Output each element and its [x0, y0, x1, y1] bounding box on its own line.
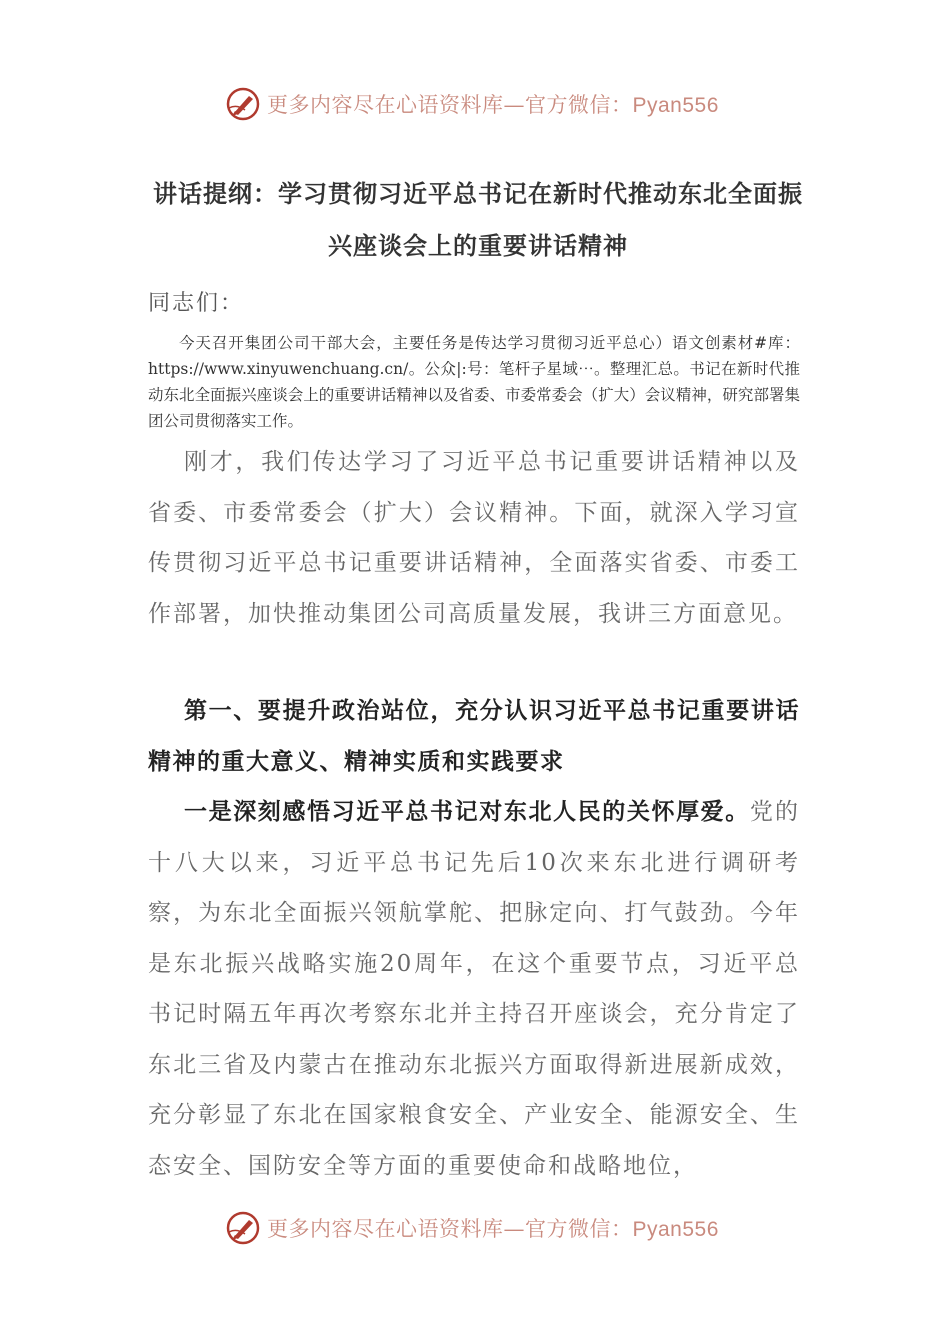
paragraph-2 — [148, 787, 800, 1191]
wechat-id: Pyan556 — [632, 94, 719, 117]
pen-nib-logo-icon — [225, 1210, 261, 1246]
paragraph-2-lead: 一是深刻感悟习近平总书记对东北人民的关怀厚爱。 — [184, 799, 750, 825]
banner-text: 更多内容尽在心语资料库—官方微信：Pyan556 — [267, 93, 719, 117]
section-heading-1: 第一、要提升政治站位，充分认识习近平总书记重要讲话精神的重大意义、精神实质和实践要求 — [148, 698, 800, 775]
paragraph-2-body: 党的十八大以来，习近平总书记先后10次来东北进行调研考察，为东北全面振兴领航掌舵、把脉定向、打气鼓劲。今年是东北振兴战略实施20周年，在这个重要节点，习近平总书记时隔五年再次考察东北并主持召开座谈会，充分肯定了东北三省及内蒙古在推动东北振兴方面取得新进展新成效，充分彰显了东北在国家粮食安全、产业安全、能源安全、生态安全、国防安全等方面的重要使命和战略地位， — [148, 799, 801, 1179]
document-title: 讲话提纲：学习贯彻习近平总书记在新时代推动东北全面振兴座谈会上的重要讲话精神 — [153, 180, 803, 260]
header-watermark-banner — [225, 84, 719, 124]
banner-text: 更多内容尽在心语资料库—官方微信：Pyan556 — [267, 1217, 719, 1241]
pen-nib-logo-icon — [225, 86, 261, 122]
wechat-id: Pyan556 — [632, 1218, 719, 1241]
greeting: 同志们： — [148, 291, 245, 316]
paragraph-1: 刚才，我们传达学习了习近平总书记重要讲话精神以及省委、市委常委会（扩大）会议精神。下面，就深入学习宣传贯彻习近平总书记重要讲话精神，全面落实省委、市委工作部署，加快推动集团公司高质量发展，我讲三方面意见。 — [148, 449, 800, 627]
footer-watermark-banner — [225, 1208, 719, 1248]
intro-small-paragraph: 今天召开集团公司干部大会，主要任务是传达学习贯彻习近平总心）语文创素材#库：https://www.xinyuwenchuang.cn/。公众|:号：笔杆子星域⋯。整理汇总。书记在新时代推动东北全面振兴座谈会上的重要讲话精神以及省委、市委常委会（扩大）会议精神，研究部署集团公司贯彻落实工作。 — [148, 334, 800, 430]
